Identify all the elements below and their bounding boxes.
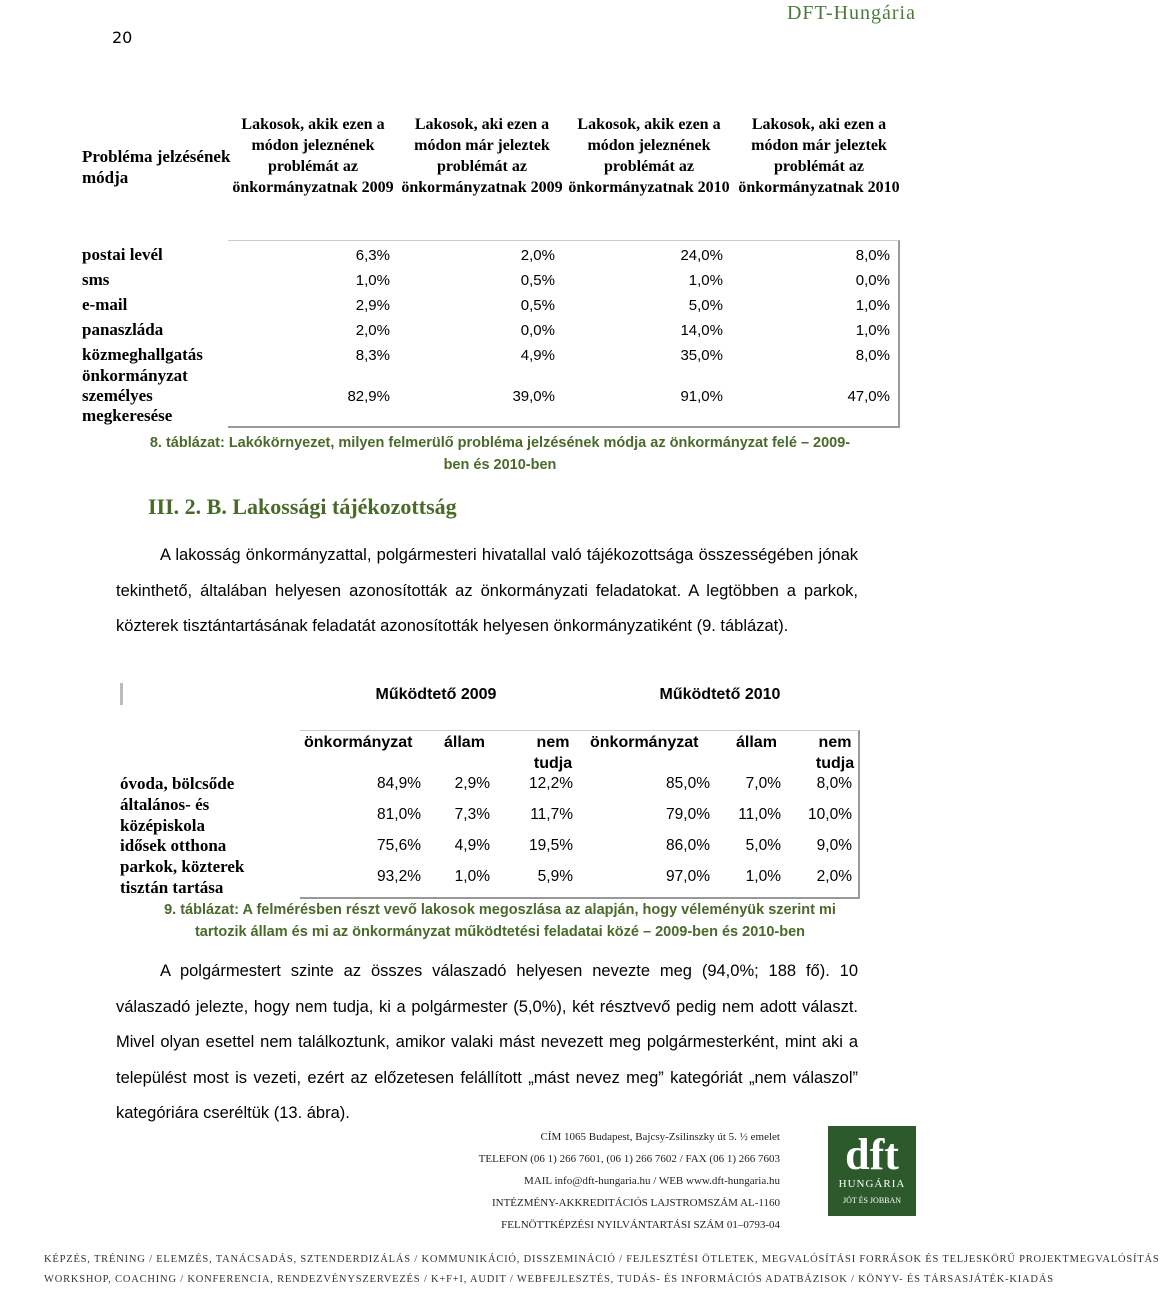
cell: 2,0%	[520, 247, 555, 264]
cell: 7,3%	[454, 806, 490, 823]
cell: 2,9%	[454, 775, 490, 792]
table1-col-header: Lakosok, akik ezen a módon jeleznének problémát az önkormányzatnak 2009	[232, 116, 394, 196]
cell: 85,0%	[666, 775, 710, 792]
cell: 8,0%	[855, 347, 890, 364]
row-label: óvoda, bölcsőde	[120, 774, 235, 793]
table1-col-header: Lakosok, aki ezen a módon már jeleztek problémát az önkormányzatnak 2009	[401, 116, 563, 196]
cell: 93,2%	[377, 868, 421, 885]
contact-accreditation: INTÉZMÉNY-AKKREDITÁCIÓS LAJSTROMSZÁM AL-1160	[491, 1197, 780, 1209]
cell: 82,9%	[347, 388, 390, 405]
cell: 0,5%	[520, 297, 555, 314]
cell: 1,0%	[745, 868, 781, 885]
row-label: e-mail	[82, 295, 128, 314]
cell: 2,0%	[355, 322, 390, 339]
brand-name: DFT-Hungária	[786, 2, 916, 24]
cell: 10,0%	[808, 806, 852, 823]
table-row	[82, 366, 902, 428]
cell: 97,0%	[666, 868, 710, 885]
contact-block	[479, 1126, 780, 1236]
cell: 5,0%	[688, 297, 723, 314]
cell: 12,2%	[529, 775, 573, 792]
logo-country: HUNGÁRIA	[838, 1178, 906, 1190]
cell: 0,0%	[855, 272, 890, 289]
services-line: KÉPZÉS, TRÉNING / ELEMZÉS, TANÁCSADÁS, SZTENDERDIZÁLÁS / KOMMUNIKÁCIÓ, DISSZEMINÁCIÓ / FEJLESZTÉSI ÖTLETEK, MEGVALÓSÍTÁSI FORRÁSOK ÉS TELJESKÖRŰ PROJEKTMEGVALÓSÍTÁS	[44, 1254, 1160, 1265]
row-label: panaszláda	[82, 320, 164, 339]
table1-col-header: Lakosok, aki ezen a módon már jeleztek problémát az önkormányzatnak 2010	[738, 116, 900, 196]
table-row	[82, 270, 902, 295]
cell: 5,0%	[745, 837, 781, 854]
page-number: 20	[112, 28, 133, 47]
row-label: parkok, közterek tisztán tartása	[120, 857, 245, 897]
paragraph-text: A polgármestert szinte az összes válaszadó helyesen nevezte meg (94,0%; 188 fő). 10 válaszadó jelezte, hogy nem tudja, ki a polgármester (5,0%), két résztvevő pedig nem adott választ. Mivel olyan esettel nem találkoztunk, amikor valaki mást nevezett meg polgármesterként, mint aki a települést most is vezeti, ezért az előzetesen felállított „mást nevez meg” kategóriát „nem válaszol” kategóriára cseréltük (13. ábra).	[116, 962, 858, 1122]
contact-registration: FELNÖTTKÉPZÉSI NYILVÁNTARTÁSI SZÁM 01–0793-04	[501, 1219, 780, 1231]
cell: 1,0%	[688, 272, 723, 289]
cell: 1,0%	[855, 322, 890, 339]
cell: 5,9%	[537, 868, 573, 885]
table2-caption: 9. táblázat: A felmérésben részt vevő lakosok megoszlása az alapján, hogy véleményük szerint mi tartozik állam és mi az önkormányzat működtetési feladatai közé – 2009-ben és 2010-ben	[164, 902, 836, 940]
table-marker	[120, 683, 123, 705]
table2-subheader: állam	[444, 734, 485, 751]
cell: 19,5%	[529, 837, 573, 854]
row-label: általános- és középiskola	[120, 795, 210, 835]
contact-address: CÍM 1065 Budapest, Bajcsy-Zsilinszky út 5. ½ emelet	[540, 1131, 780, 1143]
cell: 8,3%	[355, 347, 390, 364]
contact-mail-web: MAIL info@dft-hungaria.hu / WEB www.dft-hungaria.hu	[524, 1175, 780, 1187]
cell: 14,0%	[680, 322, 723, 339]
row-label: közmeghallgatás	[82, 345, 203, 364]
table2-subheader: állam	[736, 734, 777, 751]
cell: 35,0%	[680, 347, 723, 364]
cell: 75,6%	[377, 837, 421, 854]
cell: 84,9%	[377, 775, 421, 792]
cell: 86,0%	[666, 837, 710, 854]
paragraph	[116, 538, 858, 645]
cell: 11,7%	[530, 806, 573, 823]
table2-subheader: nem tudja	[815, 734, 855, 772]
table2-subheader: nem tudja	[533, 734, 573, 772]
table1-first-col-header: Probléma jelzésének módja	[82, 147, 231, 187]
table2-group-header: Működtető 2009	[375, 686, 497, 703]
table2-subheader: önkormányzat	[590, 734, 699, 751]
table-row	[82, 245, 902, 270]
cell: 47,0%	[847, 388, 890, 405]
cell: 91,0%	[680, 388, 723, 405]
row-label: idősek otthona	[120, 836, 227, 855]
paragraph-text: A lakosság önkormányzattal, polgármesteri hivatallal való tájékozottsága összességében jónak tekinthető, általában helyesen azonosították az önkormányzati feladatokat. A legtöbben a parkok, közterek tisztántartásának feladatát azonosították helyesen önkormányzatiként (9. táblázat).	[116, 546, 858, 635]
cell: 11,0%	[738, 806, 781, 823]
cell: 81,0%	[377, 806, 421, 823]
cell: 8,0%	[816, 775, 852, 792]
cell: 24,0%	[680, 247, 723, 264]
logo-name: dft	[845, 1130, 899, 1179]
cell: 6,3%	[355, 247, 390, 264]
table-row	[82, 320, 902, 345]
cell: 39,0%	[512, 388, 555, 405]
cell: 9,0%	[816, 837, 852, 854]
table2-group-header: Működtető 2010	[659, 686, 781, 703]
cell: 4,9%	[520, 347, 555, 364]
contact-phone: TELEFON (06 1) 266 7601, (06 1) 266 7602 / FAX (06 1) 266 7603	[478, 1153, 780, 1165]
cell: 79,0%	[666, 806, 710, 823]
cell: 1,0%	[355, 272, 390, 289]
dft-logo	[828, 1126, 916, 1216]
cell: 1,0%	[855, 297, 890, 314]
cell: 2,9%	[355, 297, 390, 314]
cell: 4,9%	[454, 837, 490, 854]
row-label: postai levél	[82, 245, 163, 264]
logo-tagline: JÓT ÉS JOBBAN	[842, 1196, 902, 1205]
cell: 8,0%	[855, 247, 890, 264]
table1-caption: 8. táblázat: Lakókörnyezet, milyen felmerülő probléma jelzésének módja az önkormányzat felé – 2009-ben és 2010-ben	[149, 435, 851, 473]
cell: 7,0%	[745, 775, 781, 792]
row-label: önkormányzat személyes megkeresése	[82, 366, 188, 425]
section-title: III. 2. B. Lakossági tájékozottság	[148, 494, 457, 519]
cell: 0,5%	[520, 272, 555, 289]
services-line: WORKSHOP, COACHING / KONFERENCIA, RENDEZVÉNYSZERVEZÉS / K+F+I, AUDIT / WEBFEJLESZTÉS, TUDÁS- ÉS INFORMÁCIÓS ADATBÁZISOK / KÖNYV- ÉS TÁRSASJÁTÉK-KIADÁS	[44, 1274, 1054, 1285]
cell: 0,0%	[520, 322, 555, 339]
table-row	[82, 295, 902, 320]
row-label: sms	[82, 270, 110, 289]
paragraph	[116, 954, 858, 1132]
table2-subheader: önkormányzat	[304, 734, 413, 751]
table1-col-header: Lakosok, akik ezen a módon jeleznének problémát az önkormányzatnak 2010	[568, 116, 730, 196]
cell: 1,0%	[454, 868, 490, 885]
cell: 2,0%	[816, 868, 852, 885]
